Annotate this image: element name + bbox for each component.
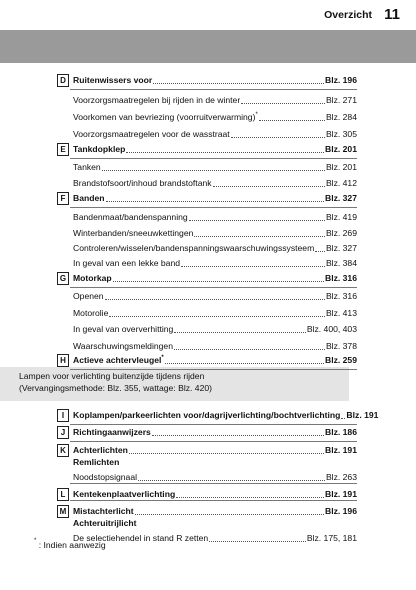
dot-leader [165,363,324,364]
section-letter-k: K [57,444,69,457]
page-reference: Blz. 269 [325,228,357,238]
page-reference: Blz. 191 [324,445,357,455]
dot-leader [152,435,324,436]
page-reference: Blz. 175, 181 [306,533,357,543]
page-reference: Blz. 384 [325,258,357,268]
section-letter-e: E [57,143,69,156]
index-label: Voorkomen van bevriezing (voorruitverwarming) [73,112,256,122]
index-label: Tankdopklep [73,144,126,154]
divider [70,500,357,501]
index-entry[interactable] [73,212,357,223]
index-entry[interactable] [73,273,357,284]
section-letter-m: M [57,505,69,518]
index-label: De selectiehendel in stand R zetten [73,533,209,543]
page-reference: Blz. 412 [325,178,357,188]
dot-leader [138,480,325,481]
index-label: Tanken [73,162,101,172]
page-reference: Blz. 413 [325,308,357,318]
index-entry[interactable] [73,193,357,204]
index-entry[interactable] [73,410,379,421]
section-letter-g: G [57,272,69,285]
page-reference: Blz. 305 [325,129,357,139]
index-entry[interactable] [73,489,357,500]
index-label: Richtingaanwijzers [73,427,151,437]
page-reference: Blz. 400, 403 [306,324,357,334]
dot-leader [113,281,324,282]
index-entry[interactable] [73,243,357,254]
dot-leader [194,236,325,237]
index-entry[interactable] [73,533,357,544]
index-label: Voorzorgsmaatregelen bij rijden in de winter [73,95,241,105]
dot-leader [181,266,325,267]
dot-leader [213,186,325,187]
index-label: Winterbanden/sneeuwkettingen [73,228,194,238]
index-entry[interactable] [73,341,357,352]
page-reference: Blz. 327 [324,193,357,203]
page-number: 11 [384,6,400,23]
divider [70,287,357,288]
page-reference: Blz. 259 [324,355,357,365]
index-entry[interactable] [73,324,357,335]
page-reference: Blz. 419 [325,212,357,222]
index-label: Achteruitrijlicht [73,518,137,528]
page-reference: Blz. 201 [325,162,357,172]
index-entry[interactable] [73,308,357,319]
divider [70,369,357,370]
dot-leader [174,349,325,350]
dot-leader [102,170,325,171]
section-letter-i: I [57,409,69,422]
dot-leader [176,497,324,498]
index-label: Mistachterlicht [73,506,134,516]
index-entry[interactable] [73,427,357,438]
section-letter-j: J [57,426,69,439]
index-label: Voorzorgsmaatregelen voor de wasstraat [73,129,230,139]
dot-leader [174,332,306,333]
index-entry[interactable] [73,129,357,140]
index-label: Bandenmaat/bandenspanning [73,212,188,222]
index-entry[interactable] [73,75,357,86]
index-entry[interactable] [73,112,357,123]
index-entry[interactable] [73,506,357,517]
page-reference: Blz. 316 [325,291,357,301]
index-label: Koplampen/parkeerlichten voor/dagrijverlichting/bochtverlichting [73,410,341,420]
index-entry[interactable] [73,472,357,483]
index-label: Controleren/wisselen/bandenspanningswaarschuwingssysteem [73,243,315,253]
divider [70,207,357,208]
index-entry[interactable] [73,291,357,302]
index-label: Motorkap [73,273,112,283]
index-label: In geval van een lekke band [73,258,181,268]
dot-leader [135,514,324,515]
index-entry[interactable] [73,178,357,189]
page-reference: Blz. 271 [325,95,357,105]
dot-leader [106,201,324,202]
dot-leader [153,83,324,84]
dot-leader [126,152,324,153]
section-letter-d: D [57,74,69,87]
index-entry[interactable] [73,355,357,366]
section-letter-l: L [57,488,69,501]
index-label: Actieve achtervleugel [73,355,162,365]
page-title: Overzicht [324,9,372,21]
dot-leader [259,120,325,121]
index-label: Kentekenplaatverlichting [73,489,176,499]
section-letter-h: H [57,354,69,367]
index-label: Remlichten [73,457,120,467]
index-label: Motorolie [73,308,109,318]
section-letter-f: F [57,192,69,205]
index-entry[interactable] [73,144,357,155]
page-reference: Blz. 327 [325,243,357,253]
footnote-mark: * [255,112,258,118]
divider [70,441,357,442]
dot-leader [129,453,324,454]
index-label: Waarschuwingsmeldingen [73,341,173,351]
page-reference: Blz. 316 [324,273,357,283]
page-reference: Blz. 196 [324,75,357,85]
dot-leader [341,418,345,419]
page-reference: Blz. 191 [324,489,357,499]
footnote [34,540,106,550]
dot-leader [109,316,325,317]
index-entry[interactable] [73,258,357,269]
dot-leader [315,251,325,252]
index-entry[interactable] [73,95,357,106]
index-entry[interactable] [73,228,357,239]
divider [70,158,357,159]
index-label: Openen [73,291,104,301]
page-reference: Blz. 191 [346,410,379,420]
dot-leader [209,541,306,542]
divider [70,424,357,425]
page-reference: Blz. 196 [324,506,357,516]
footnote-mark: * [161,355,164,361]
dot-leader [189,220,325,221]
index-label: Achterlichten [73,445,128,455]
page-reference: Blz. 263 [325,472,357,482]
lamps-subheading: (Vervangingsmethode: Blz. 355, wattage: Blz. 420) [19,383,212,393]
page-reference: Blz. 186 [324,427,357,437]
index-label: Noodstopsignaal [73,472,138,482]
page-reference: Blz. 378 [325,341,357,351]
divider [70,89,357,90]
page-reference: Blz. 201 [324,144,357,154]
index-label: Brandstofsoort/inhoud brandstoftank [73,178,212,188]
dot-leader [241,103,325,104]
dot-leader [231,137,325,138]
page-reference: Blz. 284 [325,112,357,122]
index-label: In geval van oververhitting [73,324,174,334]
index-entry[interactable] [73,445,357,456]
footnote-text: : Indien aanwezig [38,540,106,550]
divider [70,483,357,484]
index-label: Banden [73,193,105,203]
index-label: Ruitenwissers voor [73,75,153,85]
index-entry[interactable] [73,162,357,173]
lamps-heading: Lampen voor verlichting buitenzijde tijdens rijden [19,371,205,381]
dot-leader [105,299,325,300]
footnote-mark: * [34,538,37,544]
